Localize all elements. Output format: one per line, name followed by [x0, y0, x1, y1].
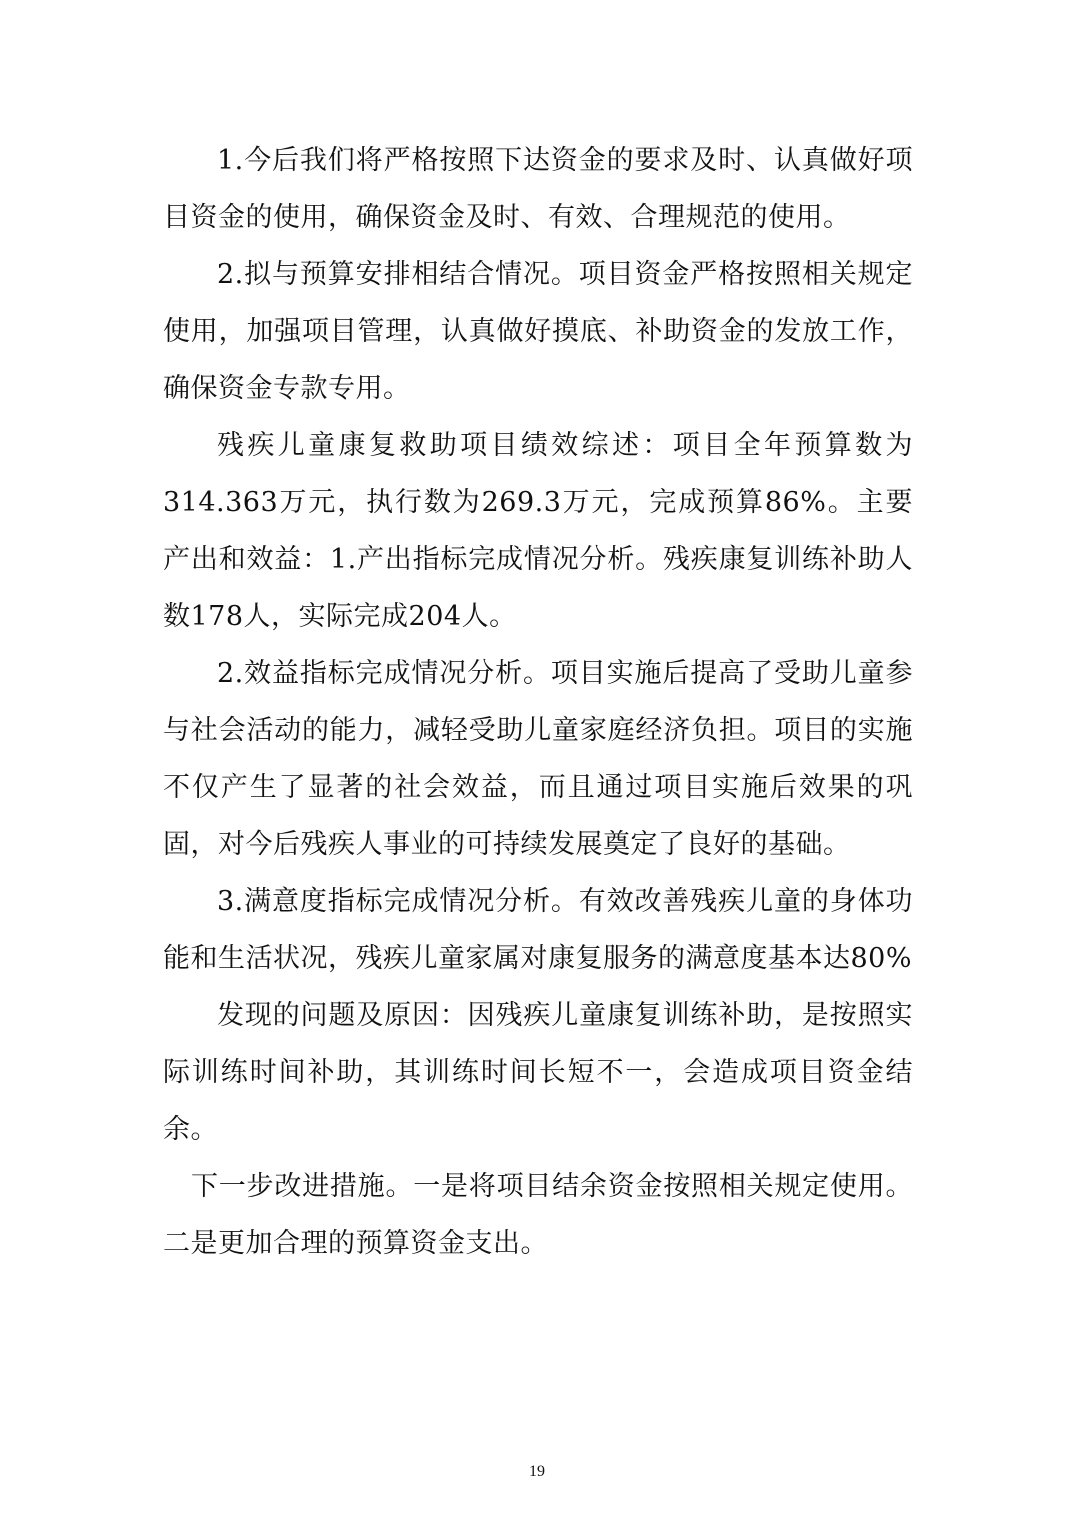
paragraph-satisfaction-indicators: 3.满意度指标完成情况分析。有效改善残疾儿童的身体功能和生活状况，残疾儿童家属对康复服务的满意度基本达80%: [163, 886, 913, 974]
document-body: [163, 132, 913, 1272]
paragraph-improvement-measures: 下一步改进措施。一是将项目结余资金按照相关规定使用。二是更加合理的预算资金支出。: [163, 1171, 913, 1259]
paragraph-fund-usage: 1.今后我们将严格按照下达资金的要求及时、认真做好项目资金的使用，确保资金及时、有效、合理规范的使用。: [163, 145, 913, 233]
page-number: 19: [529, 1463, 545, 1480]
paragraph-performance-summary: 残疾儿童康复救助项目绩效综述：项目全年预算数为314.363万元，执行数为269.3万元，完成预算86%。主要产出和效益：1.产出指标完成情况分析。残疾康复训练补助人数178人，实际完成204人。: [163, 430, 913, 632]
paragraph-budget-arrangement: 2.拟与预算安排相结合情况。项目资金严格按照相关规定使用，加强项目管理，认真做好摸底、补助资金的发放工作，确保资金专款专用。: [163, 259, 913, 404]
paragraph-problems-and-causes: 发现的问题及原因：因残疾儿童康复训练补助，是按照实际训练时间补助，其训练时间长短不一，会造成项目资金结余。: [163, 1000, 913, 1145]
paragraph-benefit-indicators: 2.效益指标完成情况分析。项目实施后提高了受助儿童参与社会活动的能力，减轻受助儿童家庭经济负担。项目的实施不仅产生了显著的社会效益，而且通过项目实施后效果的巩固，对今后残疾人事业的可持续发展奠定了良好的基础。: [163, 658, 913, 860]
